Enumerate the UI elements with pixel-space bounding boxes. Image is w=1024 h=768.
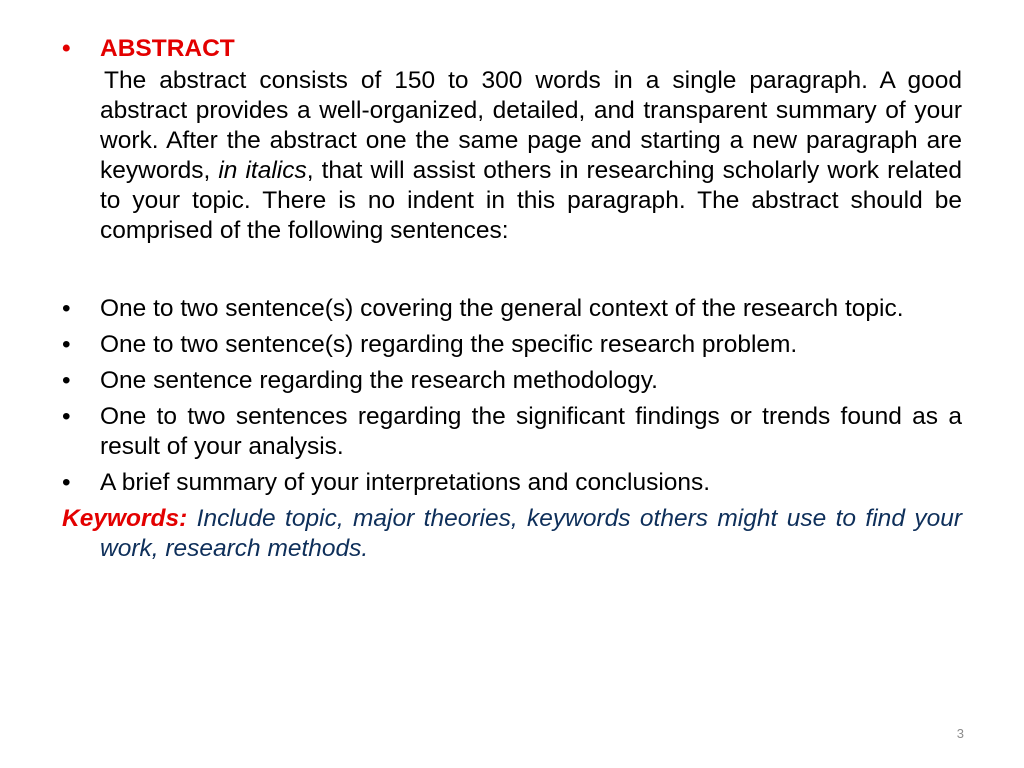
list-item-text: One to two sentence(s) regarding the specific research problem. xyxy=(100,331,798,358)
keywords-paragraph xyxy=(62,504,962,564)
list-item-text: A brief summary of your interpretations and conclusions. xyxy=(100,469,711,496)
bullet-icon: • xyxy=(62,295,71,322)
list-item-text: One to two sentences regarding the significant findings or trends found as a result of your analysis. xyxy=(100,403,962,460)
list-item-methodology xyxy=(62,366,962,396)
abstract-paragraph xyxy=(62,66,962,246)
keywords-text: Include topic, major theories, keywords others might use to find your work, research methods. xyxy=(100,505,962,562)
bullet-icon: • xyxy=(62,331,71,358)
list-item-text: One sentence regarding the research methodology. xyxy=(100,367,658,394)
bullet-icon: • xyxy=(62,469,71,496)
list-item-findings xyxy=(62,402,962,462)
list-item-text: One to two sentence(s) covering the general context of the research topic. xyxy=(100,295,904,322)
abstract-text-start: The abstract consists of 150 to 300 words in a single paragraph. A good abstract provides a well-organized, detailed, and transparent summary of your work. After the abstract one the same page and starting a new paragraph are keywords, xyxy=(100,67,962,184)
list-item-conclusions xyxy=(62,468,962,498)
slide-content xyxy=(62,34,962,564)
list-item-research-problem xyxy=(62,330,962,360)
keywords-label: Keywords: xyxy=(62,505,188,532)
bullet-icon: • xyxy=(62,35,71,62)
list-item-general-context xyxy=(62,294,962,324)
page-number: 3 xyxy=(956,726,964,741)
bullet-icon: • xyxy=(62,403,71,430)
abstract-text-end: , that will assist others in researching scholarly work related to your topic. There is no indent in this paragraph. The abstract should be comprised of the following sentences: xyxy=(100,157,963,244)
bullet-icon: • xyxy=(62,367,71,394)
abstract-italic-text: in italics xyxy=(218,157,307,184)
heading-text: ABSTRACT xyxy=(100,35,235,62)
abstract-heading xyxy=(62,34,962,64)
